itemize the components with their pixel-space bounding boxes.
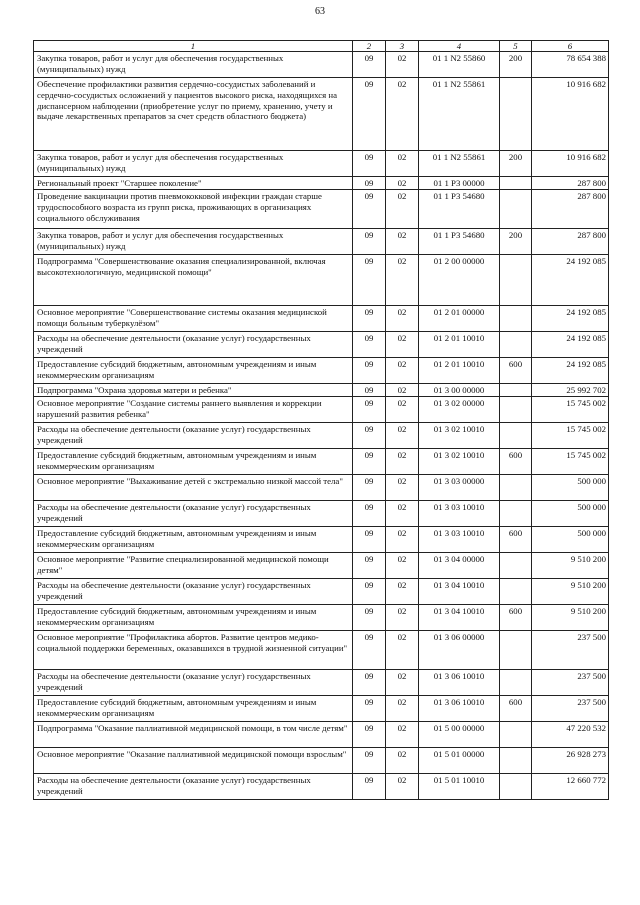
row-target-code: 01 3 04 10010 [419, 579, 500, 605]
header-col-1: 1 [34, 41, 353, 52]
table-row [34, 306, 609, 332]
row-amount: 78 654 388 [532, 52, 609, 78]
row-name: Региональный проект "Старшее поколение" [34, 177, 353, 190]
row-amount: 237 500 [532, 631, 609, 670]
row-section: 09 [353, 177, 386, 190]
row-expense-type: 600 [500, 605, 532, 631]
row-name: Расходы на обеспечение деятельности (оказание услуг) государственных учреждений [34, 332, 353, 358]
row-name: Основное мероприятие "Выхаживание детей с экстремально низкой массой тела" [34, 475, 353, 501]
row-amount: 287 800 [532, 229, 609, 255]
row-subsection: 02 [386, 449, 419, 475]
row-section: 09 [353, 501, 386, 527]
row-amount: 9 510 200 [532, 579, 609, 605]
row-name: Расходы на обеспечение деятельности (оказание услуг) государственных учреждений [34, 423, 353, 449]
row-name: Расходы на обеспечение деятельности (оказание услуг) государственных учреждений [34, 501, 353, 527]
row-amount: 237 500 [532, 696, 609, 722]
row-name: Основное мероприятие "Профилактика абортов. Развитие центров медико-социальной поддержки беременных, оказавшихся в трудной жизненной ситуации" [34, 631, 353, 670]
row-section: 09 [353, 748, 386, 774]
row-expense-type [500, 670, 532, 696]
row-amount: 24 192 085 [532, 332, 609, 358]
row-subsection: 02 [386, 527, 419, 553]
budget-table [33, 40, 609, 800]
row-name: Предоставление субсидий бюджетным, автономным учреждениям и иным некоммерческим организациям [34, 358, 353, 384]
row-expense-type: 200 [500, 151, 532, 177]
row-section: 09 [353, 358, 386, 384]
row-section: 09 [353, 605, 386, 631]
row-amount: 287 800 [532, 190, 609, 229]
row-name: Подпрограмма "Охрана здоровья матери и ребенка" [34, 384, 353, 397]
row-expense-type [500, 384, 532, 397]
row-subsection: 02 [386, 78, 419, 151]
row-name: Предоставление субсидий бюджетным, автономным учреждениям и иным некоммерческим организациям [34, 449, 353, 475]
table-row [34, 52, 609, 78]
row-name: Проведение вакцинации против пневмококковой инфекции граждан старше трудоспособного возраста из групп риска, проживающих в организациях социального обслуживания [34, 190, 353, 229]
row-expense-type [500, 423, 532, 449]
row-section: 09 [353, 423, 386, 449]
row-subsection: 02 [386, 475, 419, 501]
table-row [34, 229, 609, 255]
row-subsection: 02 [386, 696, 419, 722]
row-name: Предоставление субсидий бюджетным, автономным учреждениям и иным некоммерческим организациям [34, 527, 353, 553]
table-row [34, 255, 609, 306]
row-target-code: 01 2 01 10010 [419, 358, 500, 384]
table-row [34, 397, 609, 423]
row-target-code: 01 2 01 10010 [419, 332, 500, 358]
row-section: 09 [353, 306, 386, 332]
row-amount: 500 000 [532, 527, 609, 553]
row-expense-type [500, 722, 532, 748]
row-name: Закупка товаров, работ и услуг для обеспечения государственных (муниципальных) нужд [34, 52, 353, 78]
row-expense-type: 600 [500, 449, 532, 475]
row-target-code: 01 1 P3 00000 [419, 177, 500, 190]
row-target-code: 01 1 N2 55861 [419, 78, 500, 151]
row-expense-type: 600 [500, 527, 532, 553]
row-expense-type [500, 579, 532, 605]
row-target-code: 01 5 00 00000 [419, 722, 500, 748]
row-section: 09 [353, 78, 386, 151]
row-amount: 9 510 200 [532, 605, 609, 631]
header-col-3: 3 [386, 41, 419, 52]
row-amount: 9 510 200 [532, 553, 609, 579]
row-amount: 15 745 002 [532, 397, 609, 423]
row-expense-type [500, 475, 532, 501]
row-section: 09 [353, 229, 386, 255]
row-name: Предоставление субсидий бюджетным, автономным учреждениям и иным некоммерческим организациям [34, 605, 353, 631]
row-subsection: 02 [386, 423, 419, 449]
row-section: 09 [353, 670, 386, 696]
row-expense-type [500, 332, 532, 358]
row-name: Закупка товаров, работ и услуг для обеспечения государственных (муниципальных) нужд [34, 229, 353, 255]
page-number: 63 [315, 6, 325, 17]
row-amount: 500 000 [532, 475, 609, 501]
row-expense-type [500, 774, 532, 800]
row-target-code: 01 2 01 00000 [419, 306, 500, 332]
table-row [34, 78, 609, 151]
row-subsection: 02 [386, 722, 419, 748]
row-subsection: 02 [386, 631, 419, 670]
row-target-code: 01 3 06 00000 [419, 631, 500, 670]
row-amount: 10 916 682 [532, 78, 609, 151]
table-header [34, 41, 609, 52]
table-row [34, 384, 609, 397]
row-section: 09 [353, 449, 386, 475]
table-row [34, 190, 609, 229]
row-target-code: 01 1 N2 55860 [419, 52, 500, 78]
row-expense-type [500, 190, 532, 229]
row-target-code: 01 1 N2 55861 [419, 151, 500, 177]
row-amount: 15 745 002 [532, 449, 609, 475]
row-name: Основное мероприятие "Совершенствование системы оказания медицинской помощи больным туберкулёзом" [34, 306, 353, 332]
row-section: 09 [353, 553, 386, 579]
table-row [34, 177, 609, 190]
table-row [34, 553, 609, 579]
row-subsection: 02 [386, 306, 419, 332]
row-target-code: 01 3 03 00000 [419, 475, 500, 501]
row-subsection: 02 [386, 151, 419, 177]
row-amount: 47 220 532 [532, 722, 609, 748]
row-target-code: 01 3 06 10010 [419, 696, 500, 722]
row-section: 09 [353, 774, 386, 800]
row-name: Подпрограмма "Оказание паллиативной медицинской помощи, в том числе детям" [34, 722, 353, 748]
row-amount: 24 192 085 [532, 255, 609, 306]
row-target-code: 01 2 00 00000 [419, 255, 500, 306]
row-target-code: 01 3 04 10010 [419, 605, 500, 631]
row-section: 09 [353, 255, 386, 306]
row-section: 09 [353, 631, 386, 670]
table-row [34, 696, 609, 722]
row-section: 09 [353, 384, 386, 397]
row-expense-type: 600 [500, 696, 532, 722]
row-subsection: 02 [386, 670, 419, 696]
row-amount: 237 500 [532, 670, 609, 696]
row-amount: 500 000 [532, 501, 609, 527]
row-subsection: 02 [386, 748, 419, 774]
table-row [34, 774, 609, 800]
row-section: 09 [353, 190, 386, 229]
row-target-code: 01 3 02 10010 [419, 423, 500, 449]
row-target-code: 01 5 01 00000 [419, 748, 500, 774]
row-target-code: 01 3 02 10010 [419, 449, 500, 475]
row-subsection: 02 [386, 358, 419, 384]
row-subsection: 02 [386, 605, 419, 631]
row-target-code: 01 3 00 00000 [419, 384, 500, 397]
table-row [34, 631, 609, 670]
table-row [34, 501, 609, 527]
row-name: Предоставление субсидий бюджетным, автономным учреждениям и иным некоммерческим организациям [34, 696, 353, 722]
row-name: Обеспечение профилактики развития сердечно-сосудистых заболеваний и сердечно-сосудистых осложнений у пациентов высокого риска, находящихся на диспансерном наблюдении (приобретение услуг по приему, хранению, учету и выдаче лекарственных препаратов за счет средств областного бюджета) [34, 78, 353, 151]
row-expense-type [500, 177, 532, 190]
row-amount: 10 916 682 [532, 151, 609, 177]
row-expense-type: 200 [500, 52, 532, 78]
row-name: Закупка товаров, работ и услуг для обеспечения государственных (муниципальных) нужд [34, 151, 353, 177]
row-subsection: 02 [386, 177, 419, 190]
row-section: 09 [353, 527, 386, 553]
table-row [34, 722, 609, 748]
table-row [34, 527, 609, 553]
row-amount: 24 192 085 [532, 306, 609, 332]
header-row [34, 41, 609, 52]
row-amount: 24 192 085 [532, 358, 609, 384]
row-section: 09 [353, 397, 386, 423]
row-name: Основное мероприятие "Оказание паллиативной медицинской помощи взрослым" [34, 748, 353, 774]
row-target-code: 01 5 01 10010 [419, 774, 500, 800]
row-subsection: 02 [386, 190, 419, 229]
table-row [34, 449, 609, 475]
row-target-code: 01 3 02 00000 [419, 397, 500, 423]
row-amount: 15 745 002 [532, 423, 609, 449]
row-expense-type [500, 553, 532, 579]
header-col-2: 2 [353, 41, 386, 52]
row-section: 09 [353, 332, 386, 358]
table-row [34, 579, 609, 605]
row-subsection: 02 [386, 501, 419, 527]
row-section: 09 [353, 579, 386, 605]
row-target-code: 01 3 04 00000 [419, 553, 500, 579]
row-expense-type [500, 397, 532, 423]
row-expense-type: 600 [500, 358, 532, 384]
row-target-code: 01 3 06 10010 [419, 670, 500, 696]
row-amount: 12 660 772 [532, 774, 609, 800]
row-section: 09 [353, 52, 386, 78]
row-target-code: 01 1 P3 54680 [419, 229, 500, 255]
table-row [34, 151, 609, 177]
row-section: 09 [353, 151, 386, 177]
row-subsection: 02 [386, 332, 419, 358]
row-target-code: 01 3 03 10010 [419, 501, 500, 527]
row-subsection: 02 [386, 52, 419, 78]
header-col-6: 6 [532, 41, 609, 52]
row-amount: 25 992 702 [532, 384, 609, 397]
row-expense-type [500, 306, 532, 332]
row-name: Расходы на обеспечение деятельности (оказание услуг) государственных учреждений [34, 670, 353, 696]
table-row [34, 423, 609, 449]
row-name: Основное мероприятие "Создание системы раннего выявления и коррекции нарушений развития ребенка" [34, 397, 353, 423]
row-subsection: 02 [386, 229, 419, 255]
row-name: Расходы на обеспечение деятельности (оказание услуг) государственных учреждений [34, 579, 353, 605]
row-name: Основное мероприятие "Развитие специализированной медицинской помощи детям" [34, 553, 353, 579]
row-target-code: 01 3 03 10010 [419, 527, 500, 553]
row-name: Расходы на обеспечение деятельности (оказание услуг) государственных учреждений [34, 774, 353, 800]
table-row [34, 358, 609, 384]
table-row [34, 605, 609, 631]
table-row [34, 475, 609, 501]
row-expense-type [500, 255, 532, 306]
row-target-code: 01 1 P3 54680 [419, 190, 500, 229]
row-expense-type: 200 [500, 229, 532, 255]
row-expense-type [500, 78, 532, 151]
row-section: 09 [353, 722, 386, 748]
table-body [34, 52, 609, 800]
header-col-5: 5 [500, 41, 532, 52]
row-subsection: 02 [386, 384, 419, 397]
row-amount: 287 800 [532, 177, 609, 190]
table-row [34, 670, 609, 696]
table-row [34, 332, 609, 358]
table-row [34, 748, 609, 774]
row-subsection: 02 [386, 579, 419, 605]
row-section: 09 [353, 475, 386, 501]
row-subsection: 02 [386, 774, 419, 800]
row-amount: 26 928 273 [532, 748, 609, 774]
row-expense-type [500, 501, 532, 527]
row-subsection: 02 [386, 255, 419, 306]
row-subsection: 02 [386, 397, 419, 423]
row-expense-type [500, 748, 532, 774]
row-name: Подпрограмма "Совершенствование оказания специализированной, включая высокотехнологичную, медицинской помощи" [34, 255, 353, 306]
row-section: 09 [353, 696, 386, 722]
header-col-4: 4 [419, 41, 500, 52]
row-subsection: 02 [386, 553, 419, 579]
row-expense-type [500, 631, 532, 670]
